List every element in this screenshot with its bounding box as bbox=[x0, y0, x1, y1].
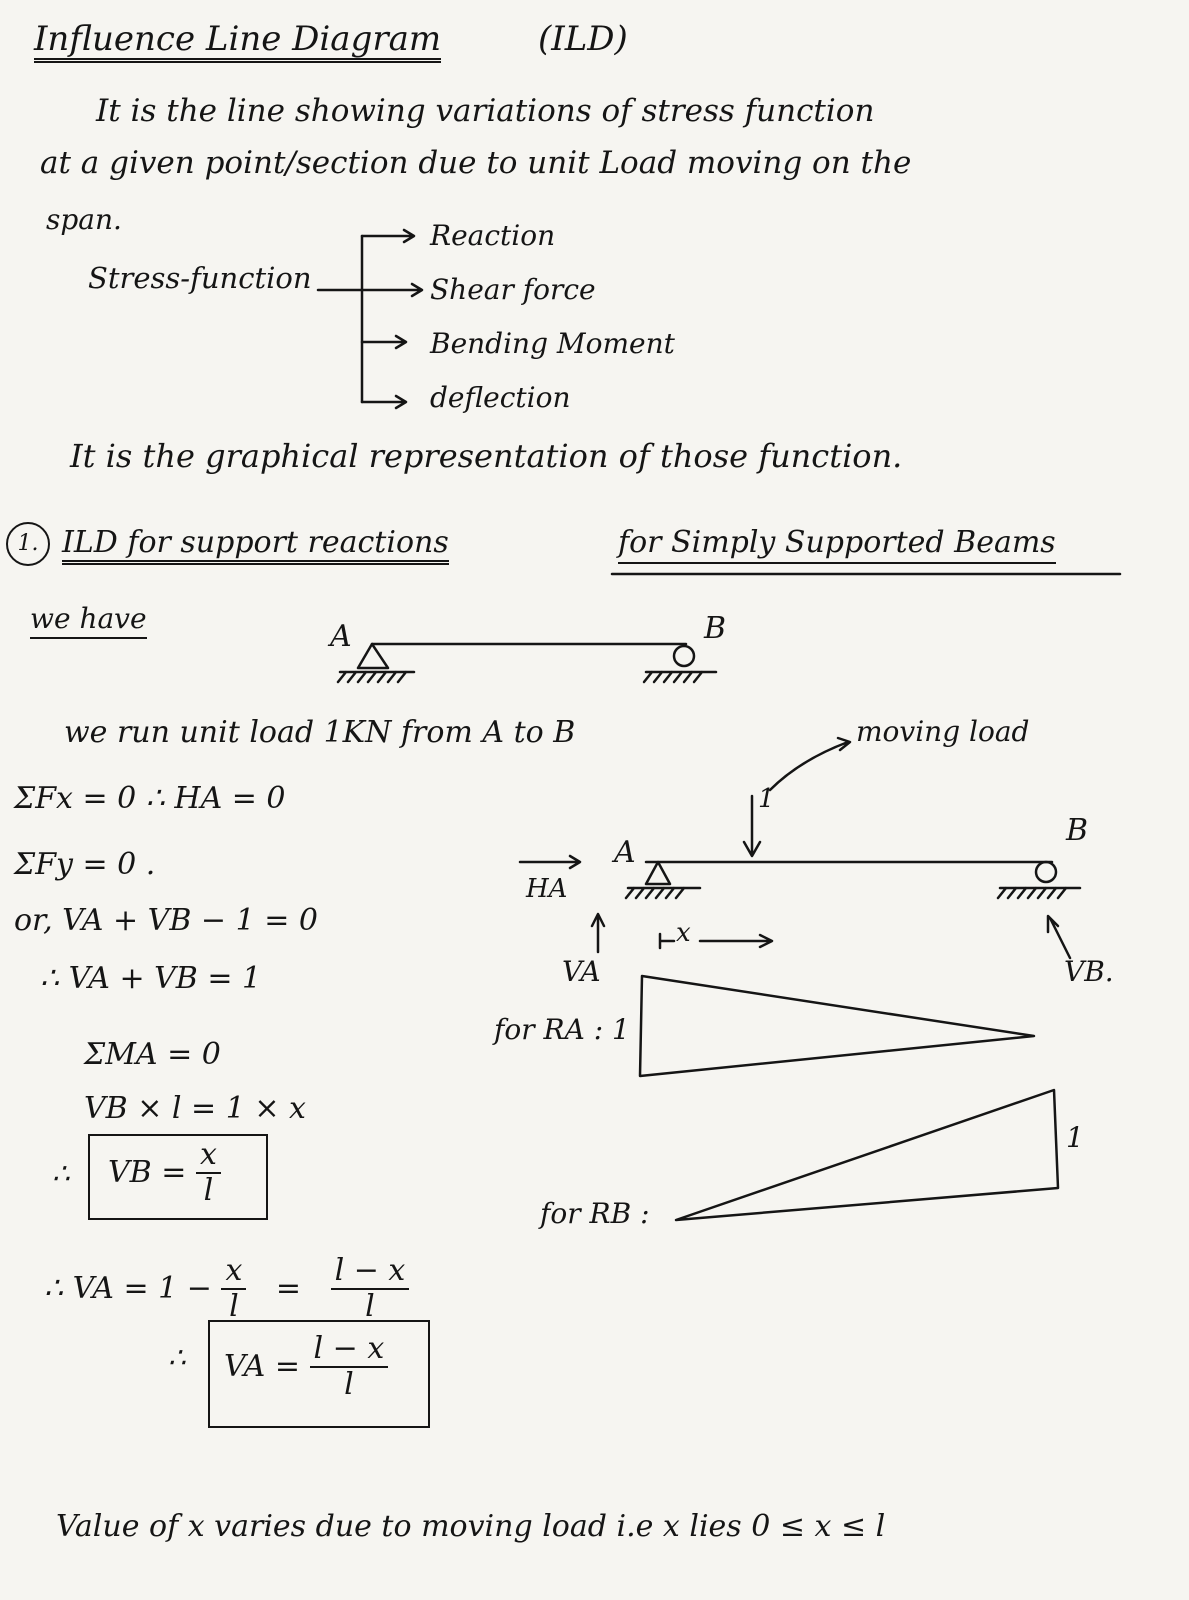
moving-load-label: moving load bbox=[856, 715, 1030, 748]
eq-sum-ma: ΣMA = 0 bbox=[84, 1037, 221, 1072]
ild-ra-label: for RA : 1 bbox=[494, 1013, 630, 1046]
ild-ra-triangle bbox=[640, 976, 1034, 1076]
beam2-load-label: 1 bbox=[758, 784, 775, 814]
beam2-pin-support bbox=[646, 862, 670, 884]
stress-item-bending-moment: Bending Moment bbox=[430, 327, 675, 360]
vb-denominator: l bbox=[203, 1173, 214, 1208]
moving-load-pointer bbox=[770, 738, 850, 790]
beam2-roller-ground bbox=[998, 888, 1080, 898]
x-dimension bbox=[660, 934, 772, 948]
stress-function-label: Stress-function bbox=[88, 261, 312, 295]
beam1-pin-support bbox=[358, 644, 388, 668]
ha-arrow bbox=[520, 856, 580, 868]
beam2-ha-label: HA bbox=[526, 874, 568, 904]
ild-rb-label: for RB : bbox=[540, 1197, 650, 1230]
unit-load-arrow bbox=[744, 796, 760, 856]
vb-numerator: x bbox=[196, 1140, 221, 1174]
va-denominator-2: l bbox=[365, 1289, 375, 1324]
eq-sum-fx: ΣFx = 0 ∴ HA = 0 bbox=[14, 781, 286, 816]
va-box-denominator: l bbox=[344, 1367, 354, 1402]
vb-lhs: VB = bbox=[108, 1155, 187, 1190]
beam2-label-a: A bbox=[614, 835, 636, 870]
beam1-label-b: B bbox=[704, 611, 727, 646]
section-number: 1. bbox=[6, 522, 50, 566]
tree-branch-deflection bbox=[362, 396, 406, 408]
va-arrow bbox=[592, 914, 604, 952]
tree-branch-bending bbox=[362, 336, 406, 348]
tree-stem bbox=[318, 236, 362, 402]
va-denominator-1: l bbox=[229, 1289, 239, 1324]
beam2-vb-label: VB. bbox=[1064, 955, 1114, 988]
tree-branch-shear bbox=[362, 284, 422, 296]
section-subheading: for Simply Supported Beams bbox=[618, 528, 1056, 564]
stress-item-reaction: Reaction bbox=[430, 219, 556, 252]
we-have-label: we have bbox=[30, 605, 147, 639]
beam1-label-a: A bbox=[330, 619, 352, 654]
beam2-roller-support bbox=[1036, 862, 1056, 882]
beam2-x-label: x bbox=[676, 918, 691, 948]
section-heading: ILD for support reactions bbox=[62, 528, 449, 565]
therefore-va: ∴ bbox=[168, 1341, 186, 1374]
va-box-numerator: l − x bbox=[310, 1334, 389, 1368]
va-box-lhs: VA = bbox=[224, 1349, 300, 1384]
page-title: Influence Line Diagram bbox=[34, 22, 441, 63]
beam1-roller-ground bbox=[644, 672, 716, 682]
va-equals: = bbox=[275, 1271, 302, 1306]
footer-note: Value of x varies due to moving load i.e x lies 0 ≤ x ≤ l bbox=[56, 1509, 886, 1544]
va-numerator-2: l − x bbox=[331, 1256, 410, 1290]
ild-rb-value: 1 bbox=[1066, 1121, 1084, 1154]
beam2-va-label: VA bbox=[562, 955, 601, 988]
stress-item-deflection: deflection bbox=[430, 381, 571, 414]
beam1-pin-ground bbox=[338, 672, 414, 682]
va-lhs: ∴ VA = 1 − bbox=[44, 1271, 212, 1306]
beam2-pin-ground bbox=[626, 888, 700, 898]
ild-rb-triangle bbox=[676, 1090, 1058, 1220]
therefore-vb: ∴ bbox=[52, 1157, 70, 1190]
run-note: we run unit load 1KN from A to B bbox=[64, 715, 576, 750]
tree-branch-reaction bbox=[362, 230, 414, 242]
stress-item-shear-force: Shear force bbox=[430, 273, 596, 306]
definition-line-1: It is the line showing variations of stress function bbox=[96, 93, 875, 129]
eq-sum-fy: ΣFy = 0 . bbox=[14, 847, 156, 882]
page-title-abbr: (ILD) bbox=[538, 19, 628, 59]
vb-arrow bbox=[1048, 916, 1070, 958]
va-numerator-1: x bbox=[221, 1256, 246, 1290]
eq-sum-v: ∴ VA + VB = 1 bbox=[40, 961, 262, 996]
graphical-note: It is the graphical representation of those function. bbox=[70, 437, 903, 475]
beam1-roller-support bbox=[674, 646, 694, 666]
definition-line-3: span. bbox=[46, 203, 122, 236]
beam2-label-b: B bbox=[1066, 813, 1089, 848]
eq-moment: VB × l = 1 × x bbox=[84, 1091, 306, 1126]
definition-line-2: at a given point/section due to unit Load moving on the bbox=[40, 145, 912, 181]
eq-or: or, VA + VB − 1 = 0 bbox=[14, 903, 318, 938]
